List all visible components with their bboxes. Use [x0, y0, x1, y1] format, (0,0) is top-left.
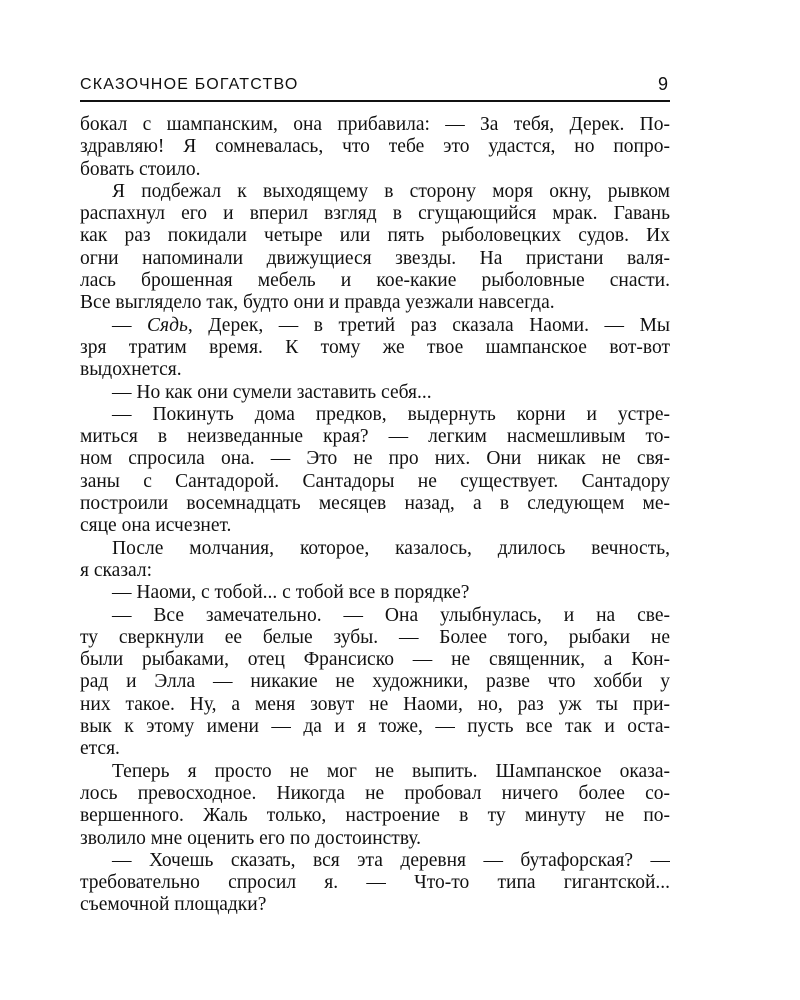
text-line: После молчания, которое, казалось, длилось вечность, — [112, 537, 670, 559]
text-line: ном спросила она. — Это не про них. Они никак не свя- — [80, 448, 670, 470]
text-line: бовать стоило. — [80, 158, 201, 180]
text-line: были рыбаками, отец Франсиско — не священник, а Кон- — [80, 649, 670, 671]
text-line: — Наоми, с тобой... с тобой все в порядке? — [112, 582, 470, 604]
text-line: — Покинуть дома предков, выдернуть корни и устре- — [112, 403, 670, 425]
text-line: как раз покидали четыре или пять рыболовецких судов. Их — [80, 225, 670, 247]
text-line: вык к этому имени — да и я тоже, — пусть все так и оста- — [80, 716, 670, 738]
text-line: Все выглядело так, будто они и правда уезжали навсегда. — [80, 292, 555, 314]
text-line-segment: , Дерек, — в третий раз сказала Наоми. — Мы — [187, 314, 670, 336]
text-line: требовательно спросил я. — Что-то типа гигантской... — [80, 872, 670, 894]
text-line: заны с Сантадорой. Сантадоры не существует. Сантадору — [80, 470, 670, 492]
page-body — [80, 114, 670, 917]
text-line: ется. — [80, 738, 120, 760]
text-line: — Хочешь сказать, вся эта деревня — бутафорская? — — [112, 849, 670, 871]
text-line: — Но как они сумели заставить себя... — [112, 381, 432, 403]
text-line: сяце она исчезнет. — [80, 515, 232, 537]
text-line: рад и Элла — никакие не художники, разве что хобби у — [80, 671, 670, 693]
text-line: вершенного. Жаль только, настроение в ту минуту не по- — [80, 805, 670, 827]
text-line: зволило мне оценить его по достоинству. — [80, 827, 422, 849]
text-line-segment: — — [112, 314, 148, 336]
text-line: здравляю! Я сомневалась, что тебе это удастся, но попро- — [80, 136, 670, 158]
text-line: лось превосходное. Никогда не пробовал ничего более со- — [80, 782, 670, 804]
text-line: бокал с шампанским, она прибавила: — За тебя, Дерек. По- — [80, 114, 670, 135]
text-line: Я подбежал к выходящему в сторону моря окну, рывком — [112, 180, 670, 202]
text-line: ту сверкнули ее белые зубы. — Более того, рыбаки не — [80, 626, 670, 648]
text-line: миться в неизведанные края? — легким насмешливым то- — [80, 426, 670, 448]
text-line: построили восемнадцать месяцев назад, а в следующем ме- — [80, 493, 670, 515]
text-line: распахнул его и вперил взгляд в сгущающийся мрак. Гавань — [80, 203, 670, 225]
running-header — [80, 74, 670, 102]
text-line: выдохнется. — [80, 359, 182, 381]
text-line: Теперь я просто не мог не выпить. Шампанское оказа- — [112, 760, 670, 782]
text-line: огни напоминали движущиеся звезды. На пристани валя- — [80, 247, 670, 269]
text-line: я сказал: — [80, 559, 153, 581]
text-line — [80, 315, 670, 337]
text-line: — Все замечательно. — Она улыбнулась, и на све- — [112, 604, 670, 626]
running-title: СКАЗОЧНОЕ БОГАТСТВО — [80, 76, 299, 93]
text-line: них такое. Ну, а меня зовут не Наоми, но, раз уж ты при- — [80, 693, 670, 715]
text-line: съемочной площадки? — [80, 894, 267, 916]
text-line: зря тратим время. К тому же твое шампанское вот-вот — [80, 336, 670, 358]
text-line: лась брошенная мебель и кое-какие рыболовные снасти. — [80, 270, 670, 292]
page-number: 9 — [657, 74, 668, 94]
emphasized-word: Сядь — [147, 314, 188, 336]
